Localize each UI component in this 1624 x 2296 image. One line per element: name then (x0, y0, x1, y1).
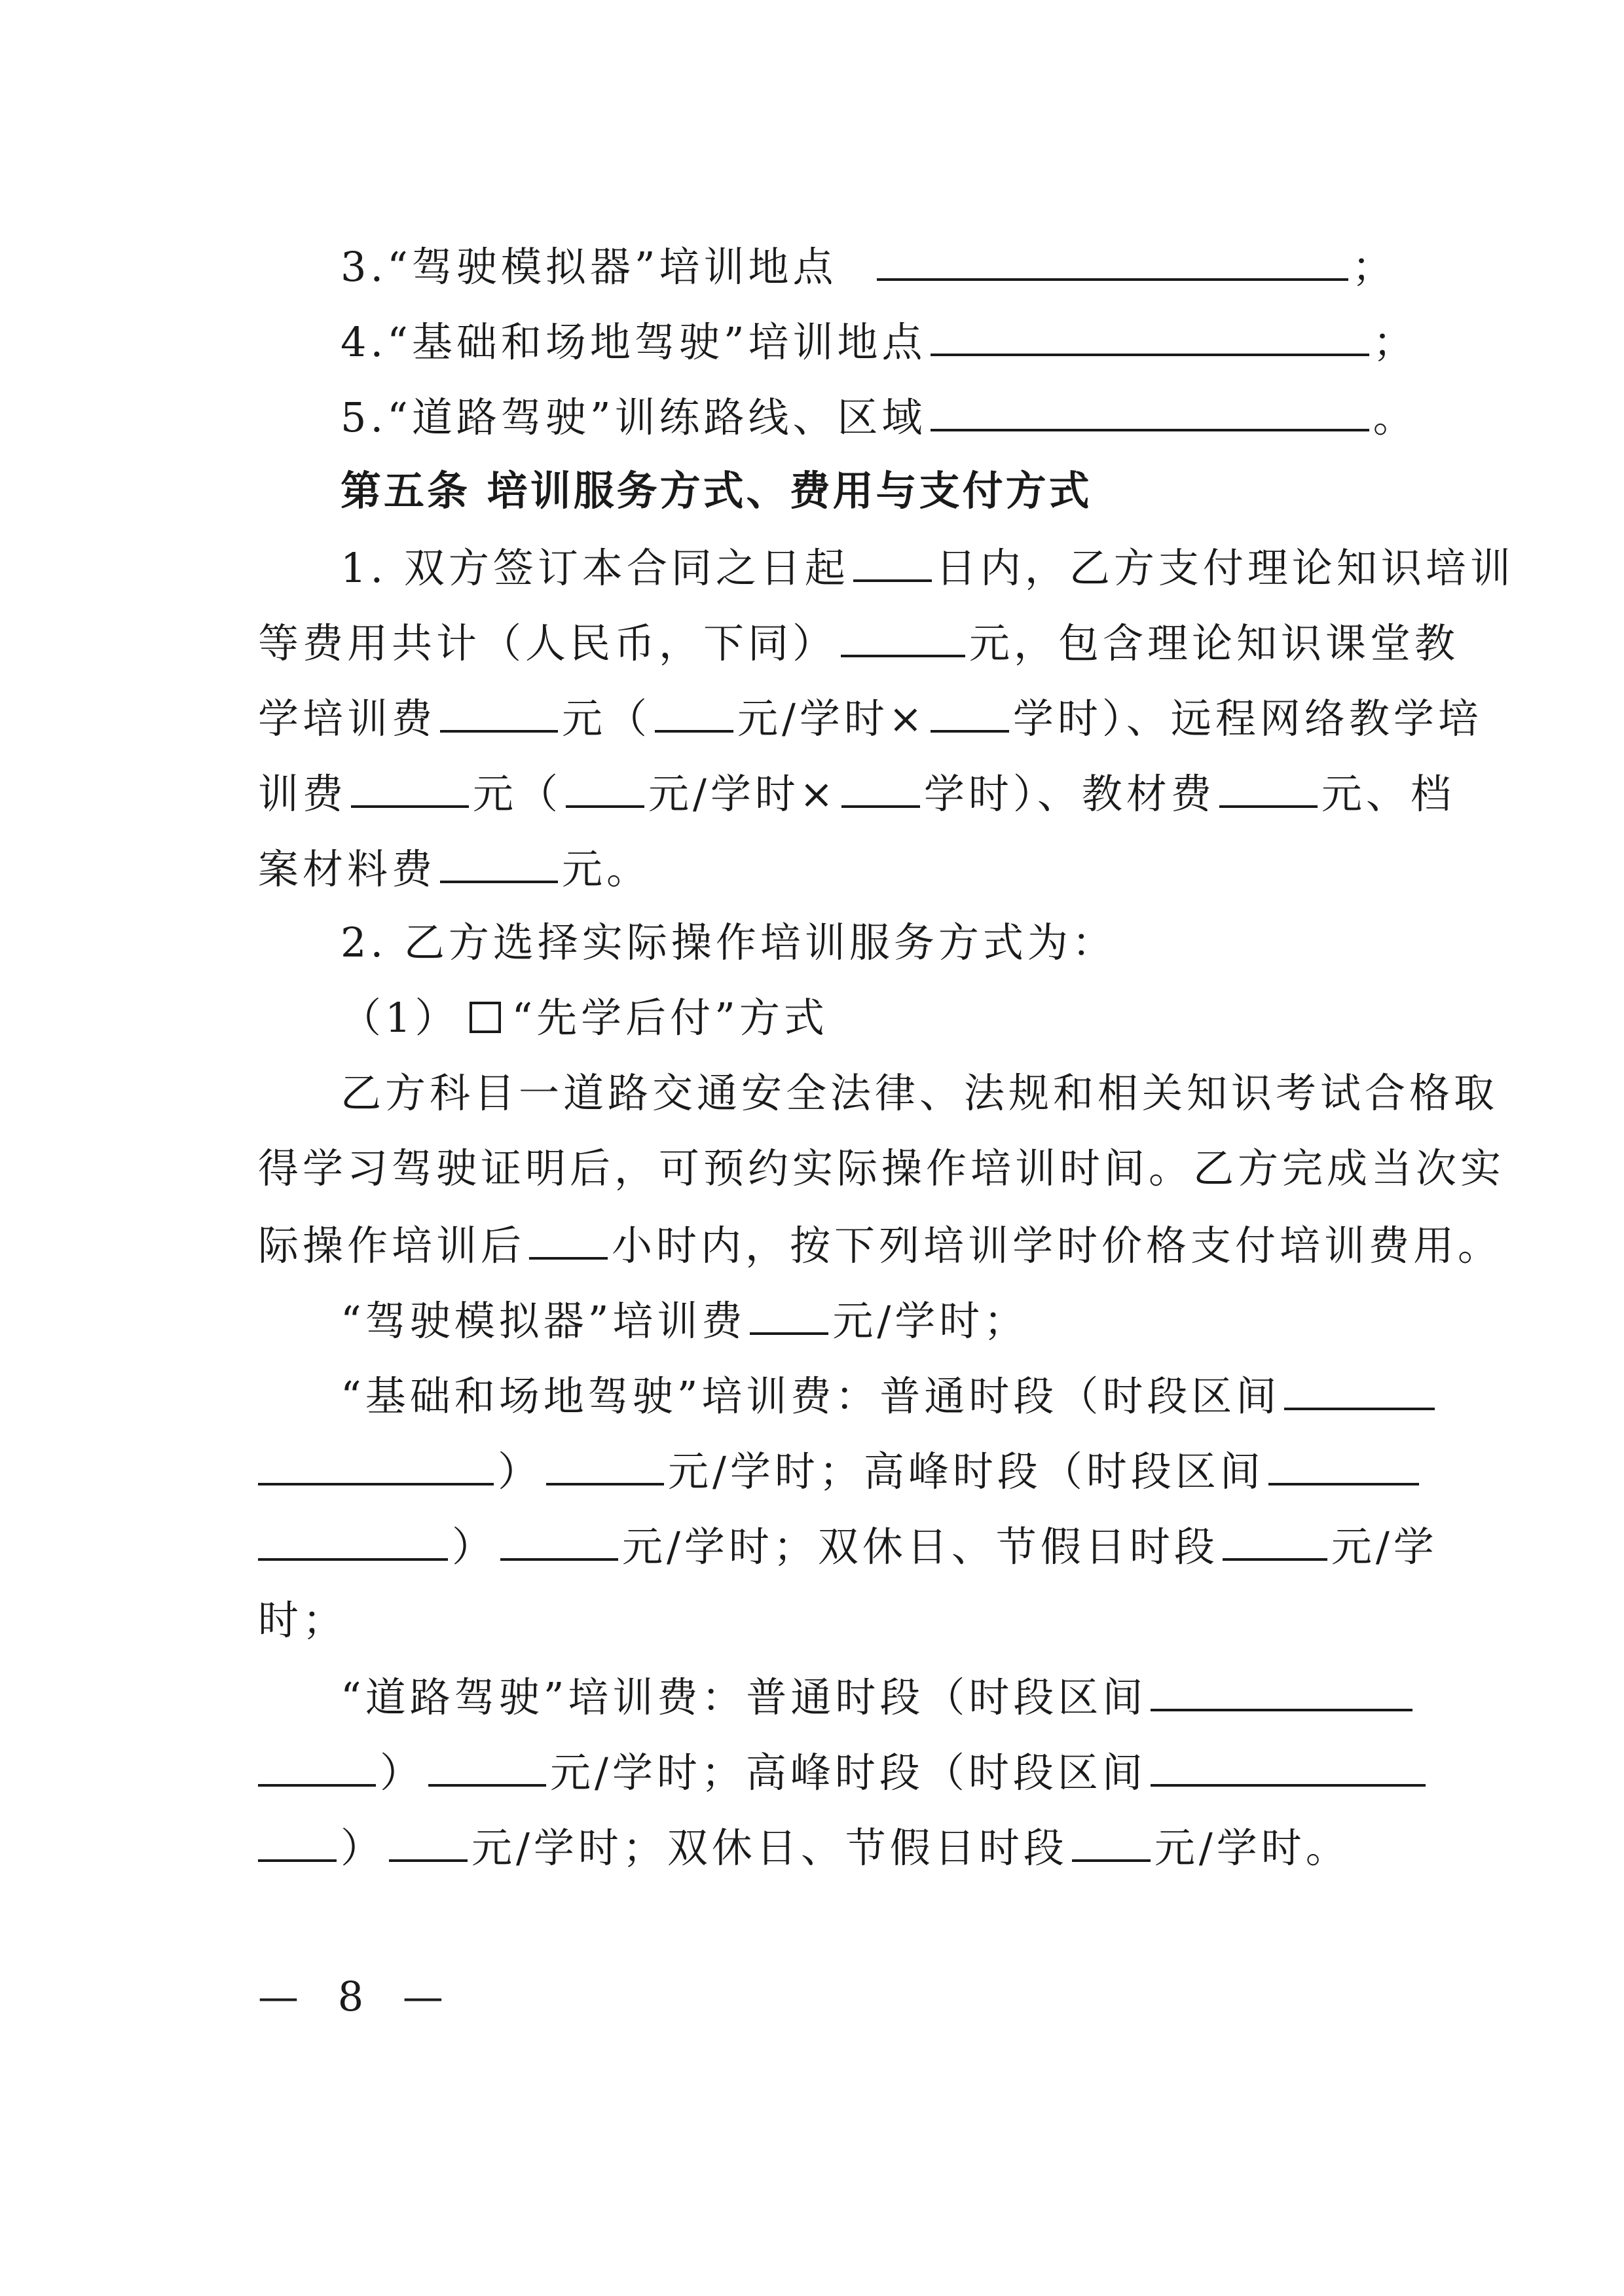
blank-field[interactable] (931, 691, 1009, 733)
page-number: — 8 — (258, 1973, 456, 2020)
blank-field[interactable] (931, 390, 1369, 431)
blank-field[interactable] (258, 1820, 337, 1862)
blank-field[interactable] (1268, 1444, 1419, 1485)
paragraph-line: “道路驾驶”培训费：普通时段（时段区间 (341, 1669, 1371, 1722)
blank-field[interactable] (389, 1820, 468, 1862)
blank-field[interactable] (1072, 1820, 1151, 1862)
blank-field[interactable] (546, 1444, 664, 1485)
paragraph-line: ） 元/学时；双休日、节假日时段 元/学 (258, 1519, 1371, 1571)
blank-field[interactable] (440, 841, 558, 883)
item-4-field-location: 4.“基础和场地驾驶”培训地点 ； (341, 314, 1371, 367)
blank-field[interactable] (655, 691, 733, 733)
blank-field[interactable] (1223, 1519, 1327, 1561)
paragraph-line: 际操作培训后 小时内，按下列培训学时价格支付培训费用。 (258, 1218, 1371, 1270)
item-5-road-route: 5.“道路驾驶”训练路线、区域 。 (341, 390, 1371, 442)
option-pay-after-learning: （1） “先学后付”方式 (341, 994, 828, 1042)
blank-field[interactable] (853, 540, 932, 582)
blank-field[interactable] (440, 691, 558, 733)
paragraph-line: 学培训费 元（ 元/学时× 学时）、远程网络教学培 (258, 691, 1371, 743)
blank-field[interactable] (750, 1293, 828, 1335)
blank-field[interactable] (566, 766, 644, 808)
blank-field[interactable] (258, 1444, 494, 1485)
blank-field[interactable] (931, 314, 1369, 356)
paragraph-line: ） 元/学时；双休日、节假日时段 元/学时。 (258, 1820, 1371, 1872)
blank-field[interactable] (1151, 1745, 1426, 1787)
item-3-simulator-location: 3.“驾驶模拟器”培训地点 ； (341, 239, 1371, 291)
paragraph-line: ） 元/学时；高峰时段（时段区间 (258, 1444, 1371, 1496)
paragraph-line: 1. 双方签订本合同之日起 日内，乙方支付理论知识培训 (341, 540, 1371, 592)
blank-field[interactable] (500, 1519, 618, 1561)
blank-field[interactable] (529, 1218, 608, 1260)
blank-field[interactable] (1151, 1669, 1412, 1711)
paragraph-line: 训费 元（ 元/学时× 学时）、教材费 元、档 (258, 766, 1371, 818)
paragraph-line: 得学习驾驶证明后，可预约实际操作培训时间。乙方完成当次实 (258, 1144, 1505, 1192)
paragraph-line: “驾驶模拟器”培训费 元/学时； (341, 1293, 1371, 1345)
blank-field[interactable] (351, 766, 469, 808)
blank-field[interactable] (877, 239, 1348, 281)
paragraph-line: 2. 乙方选择实际操作培训服务方式为： (341, 919, 1116, 966)
paragraph-line: “基础和场地驾驶”培训费：普通时段（时段区间 (341, 1368, 1371, 1421)
option-checkbox[interactable] (470, 1002, 501, 1033)
paragraph-line: 案材料费 元。 (258, 841, 1371, 894)
blank-field[interactable] (1219, 766, 1318, 808)
blank-field[interactable] (841, 615, 965, 657)
paragraph-line: 时； (258, 1596, 348, 1644)
blank-field[interactable] (1284, 1368, 1435, 1410)
blank-field[interactable] (841, 766, 920, 808)
blank-field[interactable] (428, 1745, 546, 1787)
article-5-heading: 第五条 培训服务方式、费用与支付方式 (341, 467, 1092, 515)
blank-field[interactable] (258, 1745, 376, 1787)
paragraph-line: 等费用共计（人民币，下同） 元，包含理论知识课堂教 (258, 615, 1371, 668)
paragraph-line: ） 元/学时；高峰时段（时段区间 (258, 1745, 1371, 1797)
paragraph-line: 乙方科目一道路交通安全法律、法规和相关知识考试合格取 (341, 1069, 1499, 1117)
blank-field[interactable] (258, 1519, 448, 1561)
